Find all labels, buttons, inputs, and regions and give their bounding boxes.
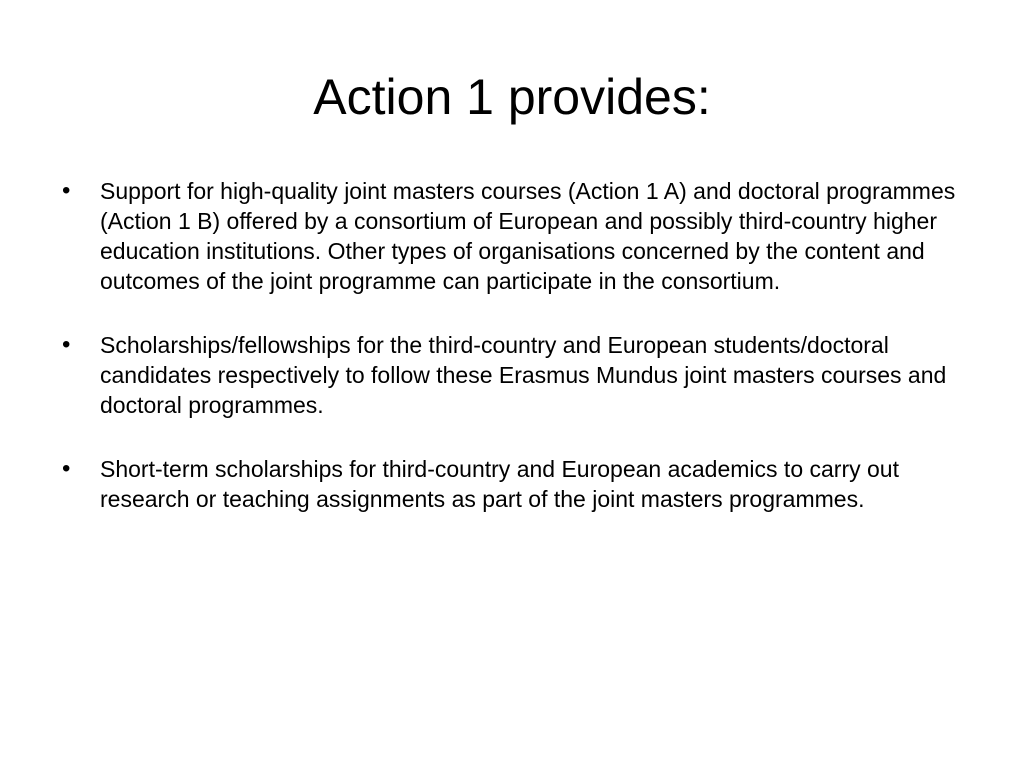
bullet-list (60, 176, 960, 548)
list-item (60, 330, 960, 420)
bullet-icon: • (62, 177, 71, 204)
bullet-text: Scholarships/fellowships for the third-country and European students/doctoral candidates respectively to follow these Erasmus Mundus joint masters courses and doctoral programmes. (100, 332, 947, 418)
bullet-text: Short-term scholarships for third-country and European academics to carry out research or teaching assignments as part of the joint masters programmes. (100, 456, 899, 512)
slide-title: Action 1 provides: (313, 69, 711, 125)
bullet-icon: • (62, 331, 71, 358)
bullet-text: Support for high-quality joint masters courses (Action 1 A) and doctoral programmes (Action 1 B) offered by a consortium of European and possibly third-country higher education institutions. Other types of organisations concerned by the content and outcomes of the joint programme can participate in the consortium. (100, 178, 956, 294)
bullet-icon: • (62, 455, 71, 482)
list-item (60, 176, 960, 296)
list-item (60, 454, 960, 514)
